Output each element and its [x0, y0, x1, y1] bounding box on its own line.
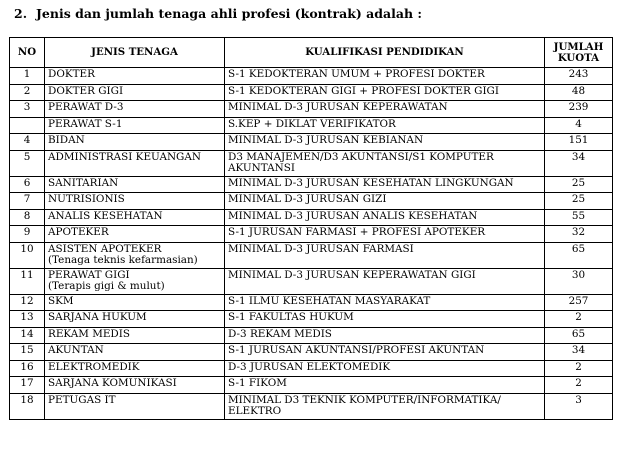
cell-kualifikasi: S-1 KEDOKTERAN UMUM + PROFESI DOKTER: [225, 68, 545, 85]
cell-no: 11: [10, 268, 45, 294]
table-row: [10, 176, 613, 193]
jenis-tenaga-label: PERAWAT S-1: [48, 117, 123, 130]
cell-kuota: 34: [545, 344, 613, 361]
table-row: [10, 393, 613, 419]
jenis-tenaga-label: BIDAN: [48, 134, 85, 146]
jenis-tenaga-label: PERAWAT GIGI: [48, 268, 130, 281]
cell-jenis-tenaga: [45, 327, 225, 344]
cell-jenis-tenaga: [45, 344, 225, 361]
jenis-tenaga-label: PETUGAS IT: [48, 393, 116, 406]
cell-jenis-tenaga: [45, 117, 225, 134]
table-row: [10, 360, 613, 377]
cell-kuota: 34: [545, 150, 613, 176]
cell-kuota: 25: [545, 176, 613, 193]
table-row: [10, 311, 613, 328]
table-row: [10, 209, 613, 226]
cell-jenis-tenaga: [45, 134, 225, 151]
cell-no: 4: [10, 134, 45, 151]
staff-quota-table: [9, 37, 613, 420]
header-kualifikasi: KUALIFIKASI PENDIDIKAN: [225, 38, 545, 68]
table-row: [10, 294, 613, 311]
cell-kualifikasi: D3 MANAJEMEN/D3 AKUNTANSI/S1 KOMPUTER AKUNTANSI: [225, 150, 545, 176]
cell-kuota: 25: [545, 193, 613, 210]
cell-kualifikasi: MINIMAL D-3 JURUSAN KEPERAWATAN GIGI: [225, 268, 545, 294]
table-row: [10, 242, 613, 268]
table-row: [10, 134, 613, 151]
cell-kuota: 243: [545, 68, 613, 85]
cell-no: 5: [10, 150, 45, 176]
cell-no: 6: [10, 176, 45, 193]
cell-no: 10: [10, 242, 45, 268]
cell-kualifikasi: S-1 JURUSAN FARMASI + PROFESI APOTEKER: [225, 226, 545, 243]
cell-jenis-tenaga: [45, 242, 225, 268]
cell-jenis-tenaga: [45, 268, 225, 294]
cell-jenis-tenaga: [45, 101, 225, 118]
jenis-tenaga-label: SARJANA KOMUNIKASI: [48, 377, 177, 389]
table-row: [10, 327, 613, 344]
cell-no: 13: [10, 311, 45, 328]
header-no: NO: [10, 38, 45, 68]
header-kuota: JUMLAH KUOTA: [545, 38, 613, 68]
jenis-tenaga-label: DOKTER: [48, 68, 95, 80]
cell-kuota: 32: [545, 226, 613, 243]
jenis-tenaga-label: SANITARIAN: [48, 176, 119, 189]
table-row: [10, 344, 613, 361]
cell-kualifikasi: MINIMAL D3 TEKNIK KOMPUTER/INFORMATIKA/ ELEKTRO: [225, 393, 545, 419]
section-title: Jenis dan jumlah tenaga ahli profesi (kontrak) adalah :: [36, 6, 422, 21]
jenis-tenaga-label: SARJANA HUKUM: [48, 311, 147, 323]
cell-no: 7: [10, 193, 45, 210]
cell-kuota: 30: [545, 268, 613, 294]
cell-kualifikasi: S-1 KEDOKTERAN GIGI + PROFESI DOKTER GIGI: [225, 84, 545, 101]
cell-jenis-tenaga: [45, 294, 225, 311]
cell-kuota: 2: [545, 311, 613, 328]
cell-jenis-tenaga: [45, 176, 225, 193]
jenis-tenaga-note: (Tenaga teknis kefarmasian): [48, 254, 198, 266]
cell-kualifikasi: S-1 FIKOM: [225, 377, 545, 394]
cell-kualifikasi: S-1 ILMU KESEHATAN MASYARAKAT: [225, 294, 545, 311]
cell-no: 9: [10, 226, 45, 243]
cell-kuota: 151: [545, 134, 613, 151]
cell-kuota: 55: [545, 209, 613, 226]
cell-kualifikasi: MINIMAL D-3 JURUSAN GIZI: [225, 193, 545, 210]
table-row: [10, 117, 613, 134]
table-row: [10, 101, 613, 118]
jenis-tenaga-label: ANALIS KESEHATAN: [48, 209, 163, 222]
cell-jenis-tenaga: [45, 68, 225, 85]
table-row: [10, 84, 613, 101]
cell-kualifikasi: S-1 JURUSAN AKUNTANSI/PROFESI AKUNTAN: [225, 344, 545, 361]
cell-no: 18: [10, 393, 45, 419]
section-heading: [14, 6, 422, 21]
cell-kualifikasi: MINIMAL D-3 JURUSAN ANALIS KESEHATAN: [225, 209, 545, 226]
cell-jenis-tenaga: [45, 393, 225, 419]
cell-jenis-tenaga: [45, 150, 225, 176]
cell-kuota: 65: [545, 327, 613, 344]
cell-no: 8: [10, 209, 45, 226]
cell-kuota: 239: [545, 101, 613, 118]
cell-kuota: 257: [545, 294, 613, 311]
jenis-tenaga-label: AKUNTAN: [48, 344, 104, 356]
cell-no: [10, 117, 45, 134]
cell-jenis-tenaga: [45, 209, 225, 226]
table-body: [10, 68, 613, 420]
table-row: [10, 377, 613, 394]
jenis-tenaga-label: REKAM MEDIS: [48, 327, 130, 340]
jenis-tenaga-label: NUTRISIONIS: [48, 193, 125, 205]
cell-kuota: 65: [545, 242, 613, 268]
cell-jenis-tenaga: [45, 360, 225, 377]
jenis-tenaga-label: DOKTER GIGI: [48, 84, 124, 97]
table-row: [10, 150, 613, 176]
jenis-tenaga-label: ELEKTROMEDIK: [48, 360, 140, 373]
cell-no: 2: [10, 84, 45, 101]
cell-jenis-tenaga: [45, 84, 225, 101]
table-row: [10, 226, 613, 243]
cell-kualifikasi: MINIMAL D-3 JURUSAN KESEHATAN LINGKUNGAN: [225, 176, 545, 193]
cell-kuota: 2: [545, 377, 613, 394]
cell-jenis-tenaga: [45, 193, 225, 210]
cell-no: 15: [10, 344, 45, 361]
cell-jenis-tenaga: [45, 377, 225, 394]
jenis-tenaga-note: (Terapis gigi & mulut): [48, 280, 165, 292]
cell-no: 1: [10, 68, 45, 85]
cell-kuota: 4: [545, 117, 613, 134]
cell-jenis-tenaga: [45, 311, 225, 328]
cell-no: 16: [10, 360, 45, 377]
table-row: [10, 268, 613, 294]
table-row: [10, 193, 613, 210]
table-row: [10, 68, 613, 85]
section-number: 2.: [14, 6, 28, 21]
cell-no: 17: [10, 377, 45, 394]
jenis-tenaga-label: ADMINISTRASI KEUANGAN: [48, 150, 201, 163]
cell-kuota: 48: [545, 84, 613, 101]
cell-kuota: 2: [545, 360, 613, 377]
header-jenis-tenaga: JENIS TENAGA: [45, 38, 225, 68]
cell-kualifikasi: MINIMAL D-3 JURUSAN FARMASI: [225, 242, 545, 268]
cell-jenis-tenaga: [45, 226, 225, 243]
cell-kuota: 3: [545, 393, 613, 419]
cell-no: 14: [10, 327, 45, 344]
jenis-tenaga-label: PERAWAT D-3: [48, 101, 124, 113]
jenis-tenaga-label: SKM: [48, 294, 74, 307]
table-header-row: [10, 38, 613, 68]
cell-kualifikasi: S.KEP + DIKLAT VERIFIKATOR: [225, 117, 545, 134]
cell-kualifikasi: D-3 REKAM MEDIS: [225, 327, 545, 344]
jenis-tenaga-label: APOTEKER: [48, 226, 109, 238]
cell-kualifikasi: MINIMAL D-3 JURUSAN KEBIANAN: [225, 134, 545, 151]
cell-kualifikasi: MINIMAL D-3 JURUSAN KEPERAWATAN: [225, 101, 545, 118]
cell-kualifikasi: D-3 JURUSAN ELEKTOMEDIK: [225, 360, 545, 377]
cell-no: 3: [10, 101, 45, 118]
cell-no: 12: [10, 294, 45, 311]
jenis-tenaga-label: ASISTEN APOTEKER: [48, 242, 162, 255]
cell-kualifikasi: S-1 FAKULTAS HUKUM: [225, 311, 545, 328]
